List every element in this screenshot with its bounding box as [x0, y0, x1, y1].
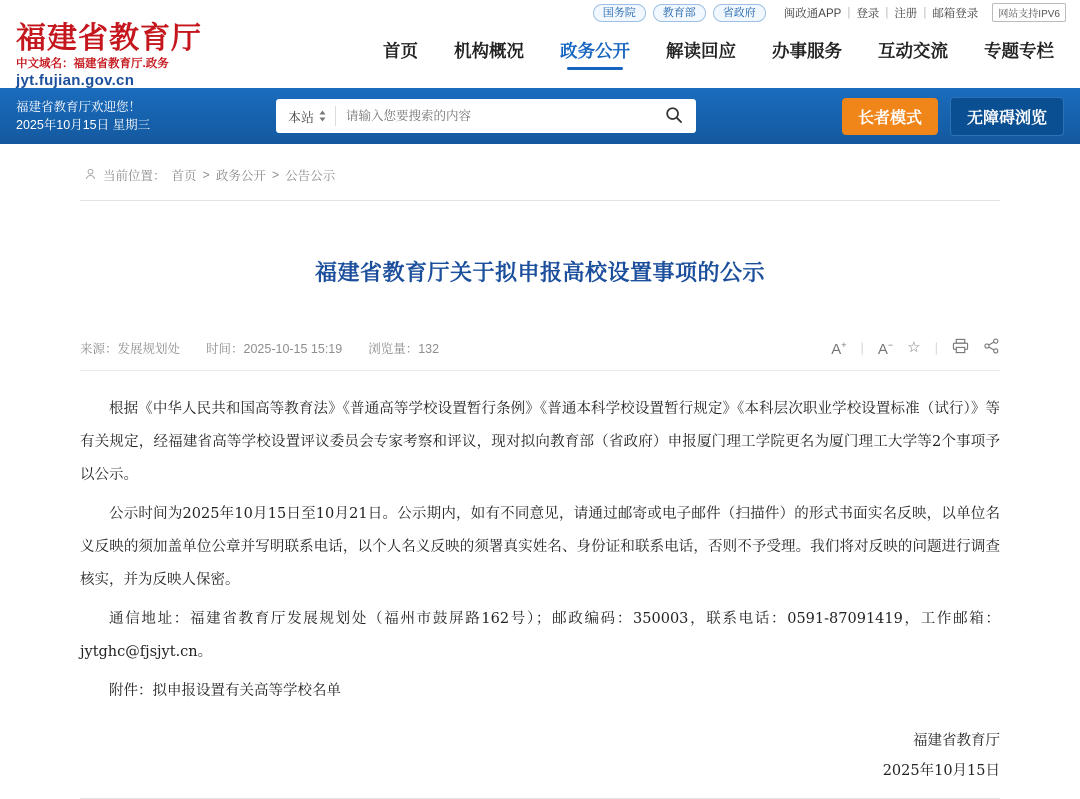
article-signature-block	[80, 726, 1000, 786]
link-login[interactable]: 登录	[856, 7, 880, 20]
nav-item-services[interactable]	[772, 38, 842, 68]
favorite-star-icon[interactable]: ☆	[907, 338, 921, 356]
article-source: 来源：发展规划处	[80, 341, 181, 356]
nav-item-government-affairs[interactable]	[560, 38, 630, 68]
font-decrease-button[interactable]	[878, 337, 893, 358]
nav-item-topics[interactable]	[984, 38, 1054, 68]
article-meta	[80, 337, 1000, 371]
article-paragraph-1: 根据《中华人民共和国高等教育法》《普通高等学校设置暂行条例》《普通本科学校设置暂行规定》《本科层次职业学校设置标准（试行）》等有关规定，经福建省高等学校设置评议委员会专家考察和评议，现对拟向教育部（省政府）申报厦门理工学院更名为厦门理工大学等2个事项予以公示。	[80, 401, 1000, 483]
breadcrumb-separator-2: >	[271, 168, 280, 182]
tools-divider-1: |	[860, 340, 864, 355]
article-time: 时间：2025-10-15 15:19	[206, 341, 343, 356]
logo-subtitle: 中文域名：福建省教育厅.政务	[16, 58, 169, 70]
article-views: 浏览量：132	[368, 341, 440, 356]
breadcrumb-item-home[interactable]: 首页	[171, 169, 197, 183]
nav-label-interpretation: 解读回应	[666, 41, 736, 61]
gov-pill-state-council[interactable]: 国务院	[593, 4, 646, 22]
breadcrumb-item-government-affairs[interactable]: 政务公开	[215, 169, 266, 183]
print-icon[interactable]	[952, 338, 969, 358]
nav-label-services: 办事服务	[772, 41, 842, 61]
article-paragraph-2: 公示时间为2025年10月15日至10月21日。公示期内，如有不同意见，请通过邮寄或电子邮件（扫描件）的形式书面实名反映，以单位名义反映的须加盖单位公章并写明联系电话，以个人名义反映的须署真实姓名、身份证和联系电话，否则不予受理。我们将对反映的问题进行调查核实，并为反映人保密。	[80, 506, 1000, 588]
search-button[interactable]	[660, 102, 688, 130]
link-mail-login[interactable]: 邮箱登录	[932, 7, 979, 20]
nav-label-interaction: 互动交流	[878, 41, 948, 61]
page-title: 福建省教育厅关于拟申报高校设置事项的公示	[314, 260, 765, 285]
logo-title: 福建省教育厅	[16, 21, 202, 56]
welcome-line-1: 福建省教育厅欢迎您！	[16, 100, 142, 114]
breadcrumb	[80, 144, 1000, 201]
breadcrumb-prefix: 当前位置：	[103, 169, 166, 183]
gov-pill-ministry-education[interactable]: 教育部	[653, 4, 706, 22]
font-decrease-sign: −	[887, 340, 894, 350]
top-links	[784, 3, 1066, 22]
gov-pill-provincial-government[interactable]: 省政府	[713, 4, 766, 22]
link-register[interactable]: 注册	[894, 7, 918, 20]
chevron-updown-icon	[318, 109, 327, 123]
logo-domain: jyt.fujian.gov.cn	[16, 72, 135, 89]
search-input[interactable]	[336, 108, 660, 124]
nav-item-organization[interactable]	[454, 38, 524, 68]
nav-label-organization: 机构概况	[454, 41, 524, 61]
elder-mode-button[interactable]: 长者模式	[842, 98, 938, 135]
nav-item-interpretation[interactable]	[666, 38, 736, 68]
top-link-separator-1: |	[847, 6, 851, 19]
article-attachment-line: 附件：拟申报设置有关高等学校名单	[109, 683, 341, 699]
article-tools	[831, 337, 1000, 358]
ipv6-badge: 网站支持IPV6	[992, 3, 1066, 22]
welcome-line-2: 2025年10月15日 星期三	[16, 118, 151, 132]
search-scope-select[interactable]	[284, 106, 336, 126]
top-utility-bar	[0, 0, 1080, 22]
font-increase-letter: A	[831, 341, 842, 358]
location-icon	[84, 167, 97, 183]
welcome-block	[16, 98, 266, 134]
breadcrumb-item-announcements[interactable]: 公告公示	[285, 169, 336, 183]
accessibility-button[interactable]: 无障碍浏览	[950, 97, 1064, 136]
nav-item-home[interactable]	[383, 38, 418, 68]
signature-date: 2025年10月15日	[882, 763, 1000, 779]
nav-label-government-affairs: 政务公开	[560, 41, 630, 61]
font-increase-button[interactable]	[831, 337, 846, 358]
share-icon[interactable]	[983, 338, 1000, 358]
content-card	[40, 144, 1040, 799]
article-paragraph-3: 通信地址：福建省教育厅发展规划处（福州市鼓屏路162号）；邮政编码：350003，联系电话：0591-87091419，工作邮箱：jytghc@fjsjyt.cn。	[80, 611, 1000, 660]
search-band	[0, 88, 1080, 144]
gov-site-pills	[593, 4, 766, 22]
site-header	[0, 22, 1080, 88]
article-meta-left	[80, 339, 439, 357]
nav-label-topics: 专题专栏	[984, 41, 1054, 61]
link-minzhengtong-app[interactable]: 闽政通APP	[783, 7, 842, 20]
site-logo[interactable]	[16, 22, 256, 90]
font-decrease-letter: A	[877, 341, 888, 358]
search-scope-label: 本站	[288, 109, 315, 125]
article-body	[80, 393, 1000, 708]
band-actions	[842, 97, 1064, 136]
breadcrumb-separator-1: >	[202, 168, 210, 182]
search-box	[276, 99, 696, 133]
tools-divider-2: |	[934, 340, 938, 355]
search-icon	[665, 106, 683, 127]
top-link-separator-3: |	[923, 6, 927, 19]
nav-active-underline	[567, 67, 623, 70]
top-link-separator-2: |	[885, 6, 889, 19]
nav-item-interaction[interactable]	[878, 38, 948, 68]
signature-organization: 福建省教育厅	[913, 733, 1000, 749]
nav-label-home: 首页	[383, 41, 418, 61]
font-increase-sign: +	[841, 340, 847, 350]
main-navigation	[256, 38, 1080, 68]
